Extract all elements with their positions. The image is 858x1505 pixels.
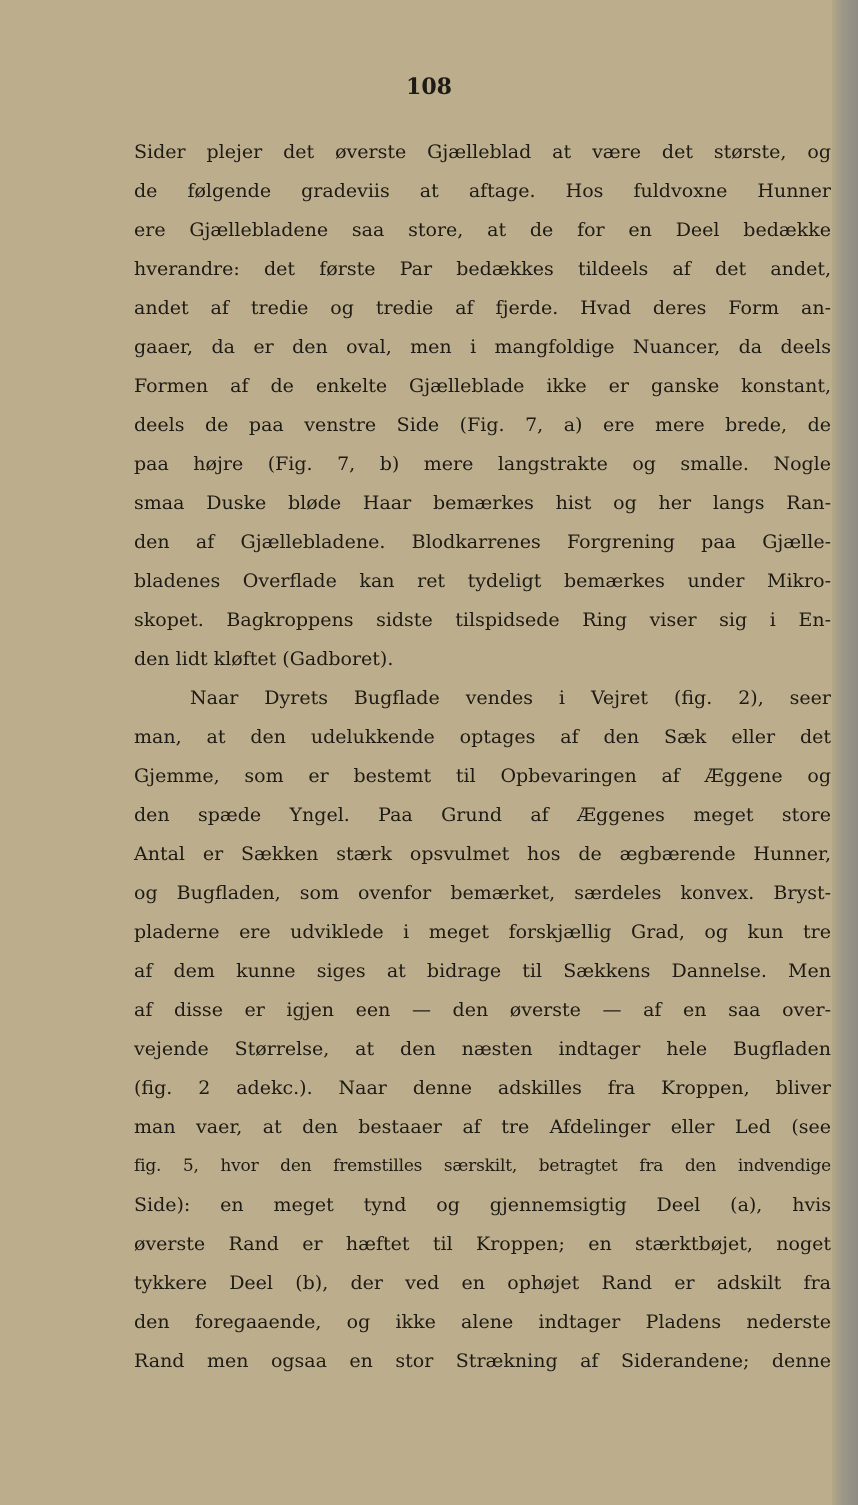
text-line: af disse er igjen een — den øverste — af en saa over- [134,999,831,1021]
text-line: Naar Dyrets Bugflade vendes i Vejret (fig. 2), seer [190,687,831,709]
text-line: den af Gjællebladene. Blodkarrenes Forgrening paa Gjælle- [134,531,831,553]
text-line: den spæde Yngel. Paa Grund af Æggenes meget store [134,804,831,826]
text-line: deels de paa venstre Side (Fig. 7, a) ere mere brede, de [134,414,831,436]
text-line: tykkere Deel (b), der ved en ophøjet Rand er adskilt fra [134,1272,831,1294]
text-line: paa højre (Fig. 7, b) mere langstrakte og smalle. Nogle [134,453,831,475]
text-line: den lidt kløftet (Gadboret). [134,648,394,670]
text-line: (fig. 2 adekc.). Naar denne adskilles fra Kroppen, bliver [134,1077,831,1099]
text-line: de følgende gradeviis at aftage. Hos fuldvoxne Hunner [134,180,831,202]
text-line: den foregaaende, og ikke alene indtager Pladens nederste [134,1311,831,1333]
text-line: skopet. Bagkroppens sidste tilspidsede Ring viser sig i En- [134,609,831,631]
page-number: 108 [406,74,452,100]
text-line: gaaer, da er den oval, men i mangfoldige Nuancer, da deels [134,336,831,358]
text-line: og Bugfladen, som ovenfor bemærket, særdeles konvex. Bryst- [134,882,831,904]
text-line: smaa Duske bløde Haar bemærkes hist og her langs Ran- [134,492,831,514]
text-line: hverandre: det første Par bedækkes tildeels af det andet, [134,258,831,280]
text-line: fig. 5, hvor den fremstilles særskilt, betragtet fra den indvendige [134,1156,831,1176]
text-line: Sider plejer det øverste Gjælleblad at være det største, og [134,141,831,163]
text-line: Formen af de enkelte Gjælleblade ikke er ganske konstant, [134,375,831,397]
text-line: øverste Rand er hæftet til Kroppen; en stærktbøjet, noget [134,1233,831,1255]
text-line: Side): en meget tynd og gjennemsigtig Deel (a), hvis [134,1194,831,1216]
text-line: af dem kunne siges at bidrage til Sækkens Dannelse. Men [134,960,831,982]
text-line: bladenes Overflade kan ret tydeligt bemærkes under Mikro- [134,570,831,592]
body-text [134,136,831,1384]
text-line: Antal er Sækken stærk opsvulmet hos de ægbærende Hunner, [134,843,831,865]
text-line: Rand men ogsaa en stor Strækning af Siderandene; denne [134,1350,831,1372]
text-line: Gjemme, som er bestemt til Opbevaringen af Æggene og [134,765,831,787]
text-line: man vaer, at den bestaaer af tre Afdelinger eller Led (see [134,1116,831,1138]
page-edge [832,0,858,1505]
text-line: vejende Størrelse, at den næsten indtager hele Bugfladen [134,1038,831,1060]
text-line: andet af tredie og tredie af fjerde. Hvad deres Form an- [134,297,831,319]
text-line: man, at den udelukkende optages af den Sæk eller det [134,726,831,748]
text-line: ere Gjællebladene saa store, at de for en Deel bedække [134,219,831,241]
text-line: pladerne ere udviklede i meget forskjællig Grad, og kun tre [134,921,831,943]
